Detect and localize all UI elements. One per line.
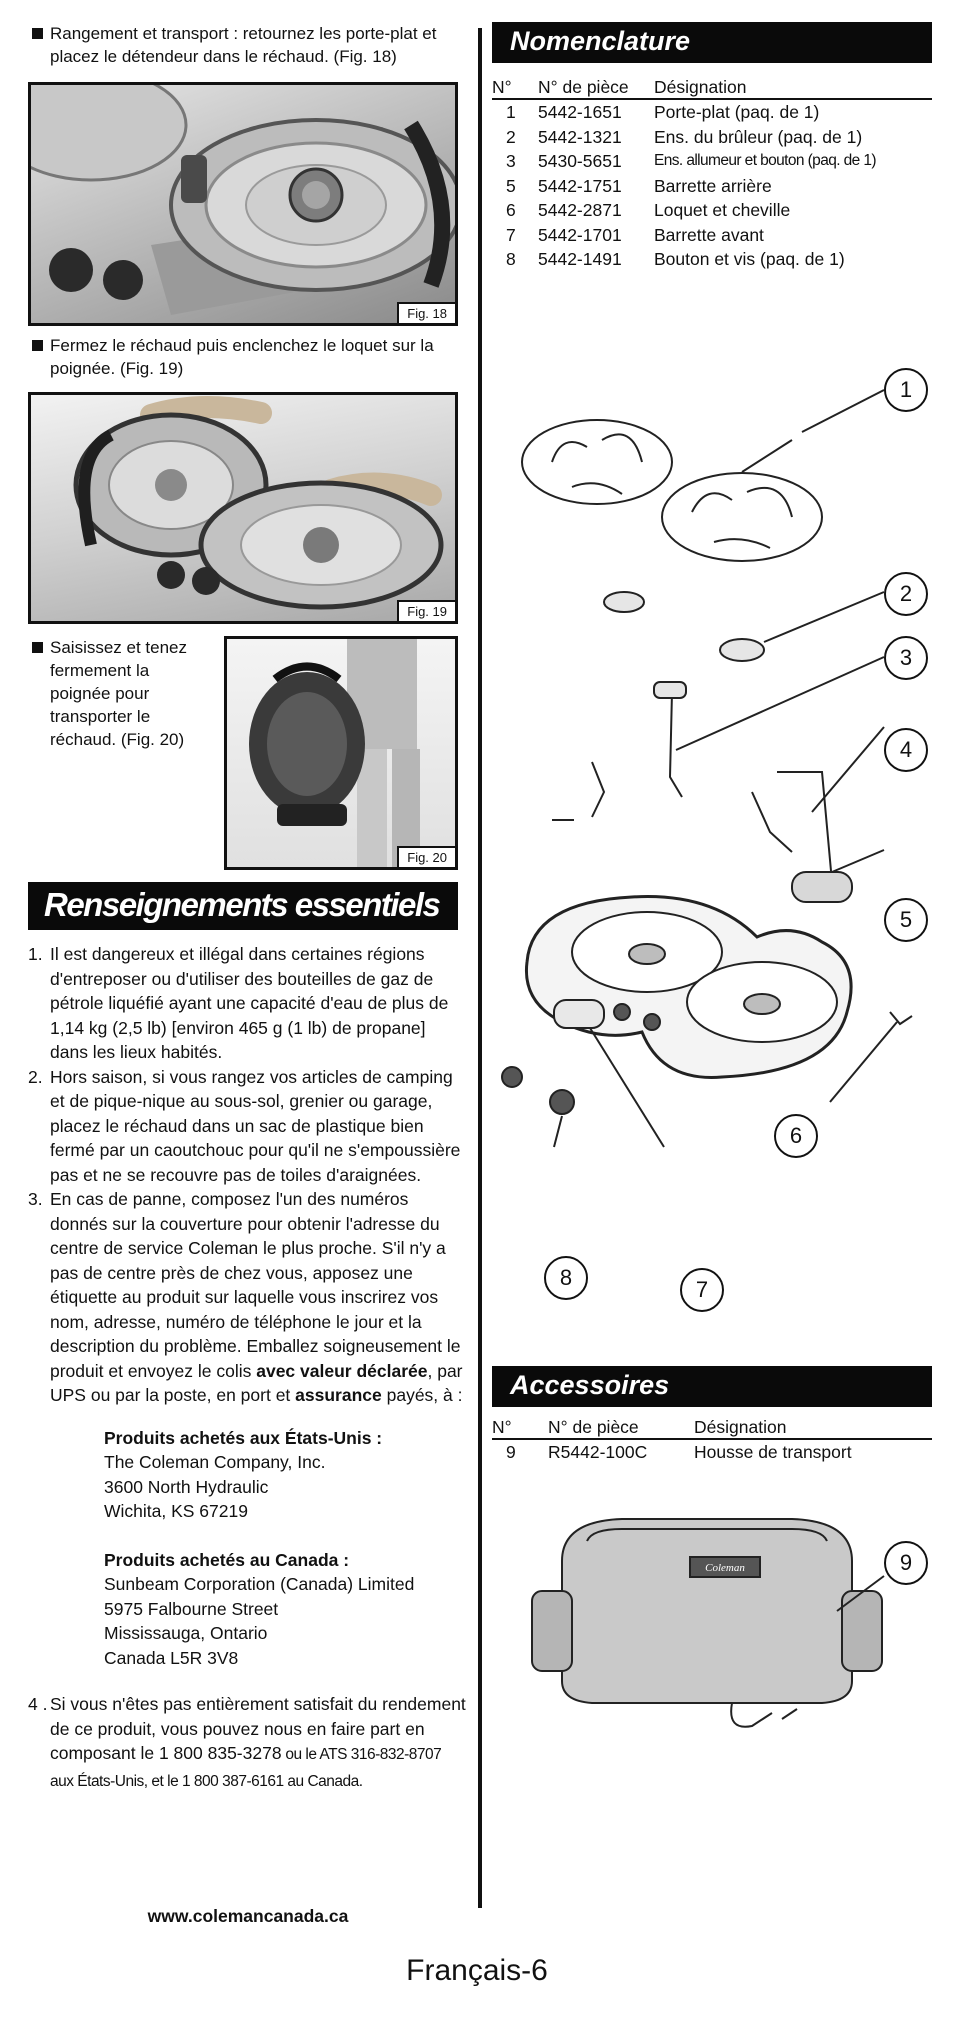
bag-logo-text: Coleman	[705, 1561, 745, 1574]
right-column	[492, 22, 932, 1152]
callout-1: 1	[884, 368, 928, 412]
info-item-4: 4 . Si vous n'êtes pas entièrement satisfait du rendement de ce produit, vous pouvez nous en faire part en composant le 1 800 835-3278 ou le ATS 316-832-8707 aux États-Unis, et le 1 800 387-6161 au Canada.	[28, 1694, 466, 1790]
transport-instruction: Rangement et transport : retournez les porte-plat et placez le détendeur dans le réchaud. (Fig. 18)	[28, 22, 468, 68]
figure-20-block	[28, 636, 468, 870]
bullet-square-icon	[32, 28, 43, 39]
callout-9: 9	[884, 1541, 928, 1585]
section-title-nomenclature: Nomenclature	[492, 22, 932, 63]
table-header-row: N° N° de pièce Désignation	[492, 75, 932, 99]
figure-18-label: Fig. 18	[397, 302, 455, 323]
carry-bag-diagram	[492, 1481, 932, 1731]
table-header-row: N° N° de pièce Désignation	[492, 1415, 932, 1439]
table-row: 5 5442-1751 Barrette arrière	[506, 175, 772, 196]
figure-19-photo	[28, 392, 458, 624]
column-divider	[478, 28, 482, 1908]
page-number: Français-6	[406, 1954, 548, 1987]
table-row: 8 5442-1491 Bouton et vis (paq. de 1)	[506, 249, 845, 269]
accessories-section	[492, 1366, 932, 1731]
exploded-view-illustration	[492, 272, 932, 1152]
info-item-3: 3. En cas de panne, composez l'un des numéros donnés sur la couverture pour obtenir l'adresse du centre de service Coleman le plus proche. S'il n'y a pas de centre près de chez vous, apposez une étiquette au produit sur laquelle vous inscrirez vos nom, adresse, numéro de téléphone le jour et la description du problème. Emballez soigneusement le produit et envoyez le colis avec valeur déclarée, par UPS ou par la poste, en port et assurance payés, à :	[28, 1189, 463, 1405]
table-row: 3 5430-5651 Ens. allumeur et bouton (paq. de 1)	[506, 151, 876, 171]
callout-4: 4	[884, 728, 928, 772]
callout-5: 5	[884, 898, 928, 942]
accessories-table	[492, 1415, 932, 1465]
person-carrying-stove-illustration	[227, 639, 455, 867]
figure-20-photo	[224, 636, 458, 870]
essential-info-list	[28, 942, 468, 1408]
section-title-renseignements: Renseignements essentiels	[28, 882, 458, 930]
close-instruction: Fermez le réchaud puis enclenchez le loquet sur la poignée. (Fig. 19)	[28, 334, 468, 380]
info-item-2: 2. Hors saison, si vous rangez vos articles de camping et de pique-nique au sous-sol, grenier ou garage, placez le réchaud dans un sac de plastique bien fermé par un caoutchouc pour qu'il ne s'empoussière pas et ne se recouvre pas de toiles d'araignées.	[28, 1066, 461, 1185]
satisfaction-list	[28, 1692, 468, 1794]
callout-8: 8	[544, 1256, 588, 1300]
callout-7: 7	[680, 1268, 724, 1312]
left-column	[28, 22, 468, 1794]
bullet-square-icon	[32, 642, 43, 653]
table-row: 6 5442-2871 Loquet et cheville	[506, 200, 791, 220]
figure-18-photo	[28, 82, 458, 326]
bullet-square-icon	[32, 340, 43, 351]
section-title-accessoires: Accessoires	[492, 1366, 932, 1407]
website-link[interactable]: www.colemancanada.ca	[147, 1906, 349, 1926]
parts-diagram	[492, 272, 932, 1152]
table-row: 9 R5442-100C Housse de transport	[506, 1442, 852, 1462]
nomenclature-table	[492, 75, 932, 272]
table-row: 1 5442-1651 Porte-plat (paq. de 1)	[506, 102, 820, 122]
callout-3: 3	[884, 636, 928, 680]
figure-20-label: Fig. 20	[397, 846, 455, 867]
table-row: 2 5442-1321 Ens. du brûleur (paq. de 1)	[506, 126, 863, 147]
callout-6: 6	[774, 1114, 818, 1158]
stove-closing-illustration	[31, 395, 455, 621]
table-row: 7 5442-1701 Barrette avant	[506, 224, 764, 245]
info-item-1: 1. Il est dangereux et illégal dans certaines régions d'entreposer ou d'utiliser des bouteilles de gaz de pétrole liquéfié ayant une capacité d'eau de plus de 1,14 kg (2,5 lb) [environ 465 g (1 lb) de propane] dans les lieux habités.	[28, 944, 449, 1062]
carry-instruction: Saisissez et tenez fermement la poignée pour transporter le réchaud. (Fig. 20)	[28, 636, 200, 751]
stove-open-illustration	[31, 85, 455, 323]
callout-2: 2	[884, 572, 928, 616]
canada-address: Produits achetés au Canada : Sunbeam Corporation (Canada) Limited 5975 Falbourne Street Mississauga, Ontario Canada L5R 3V8	[104, 1549, 415, 1668]
figure-19-label: Fig. 19	[397, 600, 455, 621]
us-address: Produits achetés aux États-Unis : The Coleman Company, Inc. 3600 North Hydraulic Wichita, KS 67219	[104, 1427, 383, 1521]
carry-bag-illustration	[492, 1481, 932, 1731]
